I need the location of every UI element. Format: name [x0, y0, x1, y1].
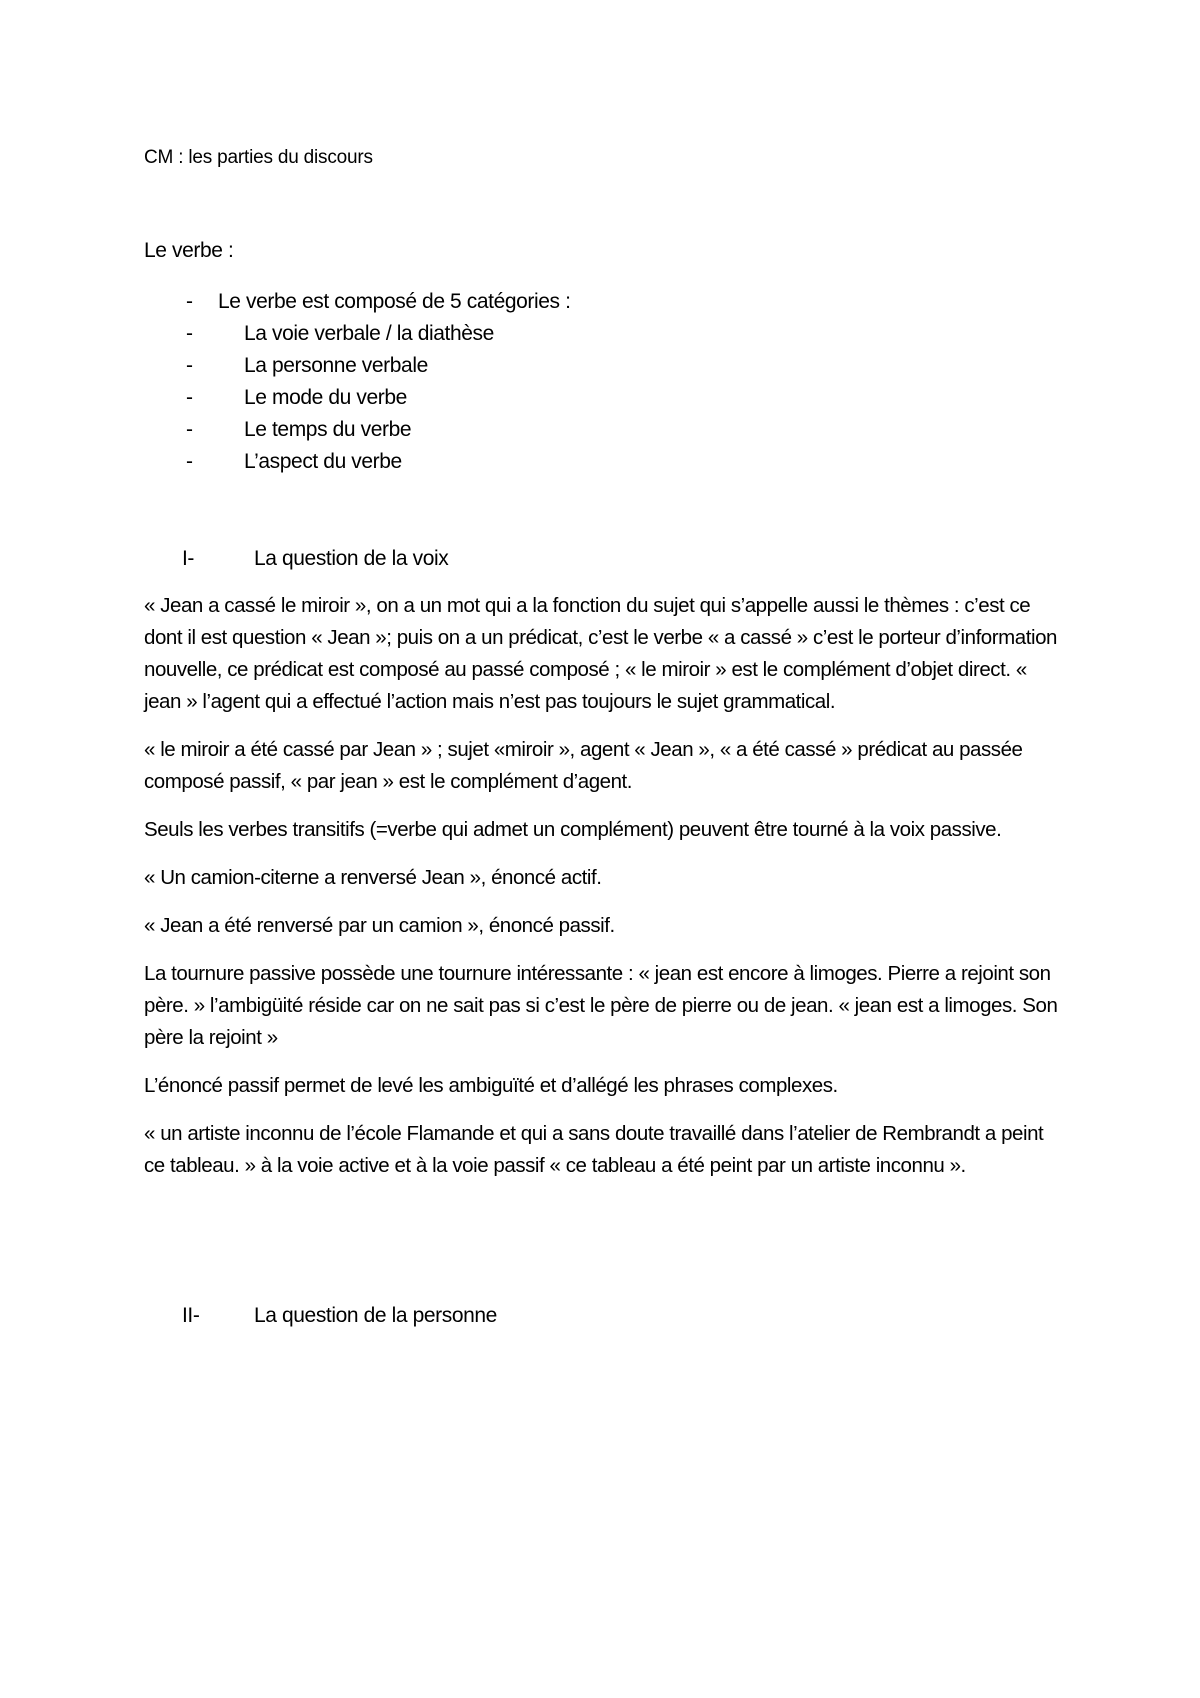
list-item: [0, 382, 1200, 414]
paragraph: « Jean a été renversé par un camion », énoncé passif.: [144, 914, 615, 937]
list-item: [0, 318, 1200, 350]
paragraph: L’énoncé passif permet de levé les ambiguïté et d’allégé les phrases complexes.: [144, 1074, 838, 1097]
bullet-marker: -: [186, 386, 193, 409]
list-item-text: Le temps du verbe: [244, 418, 412, 441]
bullet-marker: -: [186, 450, 193, 473]
paragraph: « le miroir a été cassé par Jean » ; sujet «miroir », agent « Jean », « a été cassé » prédicat au passée composé passif, « par jean » est le complément d’agent.: [144, 738, 1023, 793]
list-item: [0, 286, 1200, 318]
paragraph: « Un camion-citerne a renversé Jean », énoncé actif.: [144, 866, 602, 889]
body-text: [144, 590, 1064, 1198]
paragraph: « Jean a cassé le miroir », on a un mot qui a la fonction du sujet qui s’appelle aussi le thèmes : c’est ce dont il est question « Jean »; puis on a un prédicat, c’est le verbe « a cassé » c’est le porteur d’information nouvelle, ce prédicat est composé au passé composé ; « le miroir » est le complément d’objet direct. « jean » l’agent qui a effectué l’action mais n’est pas toujours le sujet grammatical.: [144, 594, 1057, 713]
paragraph: La tournure passive possède une tournure intéressante : « jean est encore à limoges. Pierre a rejoint son père. » l’ambigüité réside car on ne sait pas si c’est le père de pierre ou de jean. « jean est a limoges. Son père la rejoint »: [144, 962, 1058, 1049]
paragraph: Seuls les verbes transitifs (=verbe qui admet un complément) peuvent être tourné à la voix passive.: [144, 818, 1002, 841]
heading-text: La question de la voix: [254, 547, 449, 570]
bullet-marker: -: [186, 418, 193, 441]
list-item-text: L’aspect du verbe: [244, 450, 402, 473]
list-item-text: Le mode du verbe: [244, 386, 407, 409]
bullet-marker: -: [186, 354, 193, 377]
section-label: Le verbe :: [144, 239, 234, 262]
heading-text: La question de la personne: [254, 1304, 497, 1327]
bullet-list: [0, 286, 1200, 478]
bullet-marker: -: [186, 322, 193, 345]
list-item-text: La personne verbale: [244, 354, 428, 377]
list-item: [0, 414, 1200, 446]
heading-number: II-: [182, 1304, 200, 1327]
heading-number: I-: [182, 547, 195, 570]
list-item: [0, 446, 1200, 478]
list-item-text: Le verbe est composé de 5 catégories :: [218, 290, 571, 313]
list-item: [0, 350, 1200, 382]
document-title: CM : les parties du discours: [144, 147, 373, 168]
list-item-text: La voie verbale / la diathèse: [244, 322, 494, 345]
paragraph: « un artiste inconnu de l’école Flamande et qui a sans doute travaillé dans l’atelier de Rembrandt a peint ce tableau. » à la voie active et à la voie passif « ce tableau a été peint par un artiste inconnu ».: [144, 1122, 1044, 1177]
bullet-marker: -: [186, 290, 193, 313]
